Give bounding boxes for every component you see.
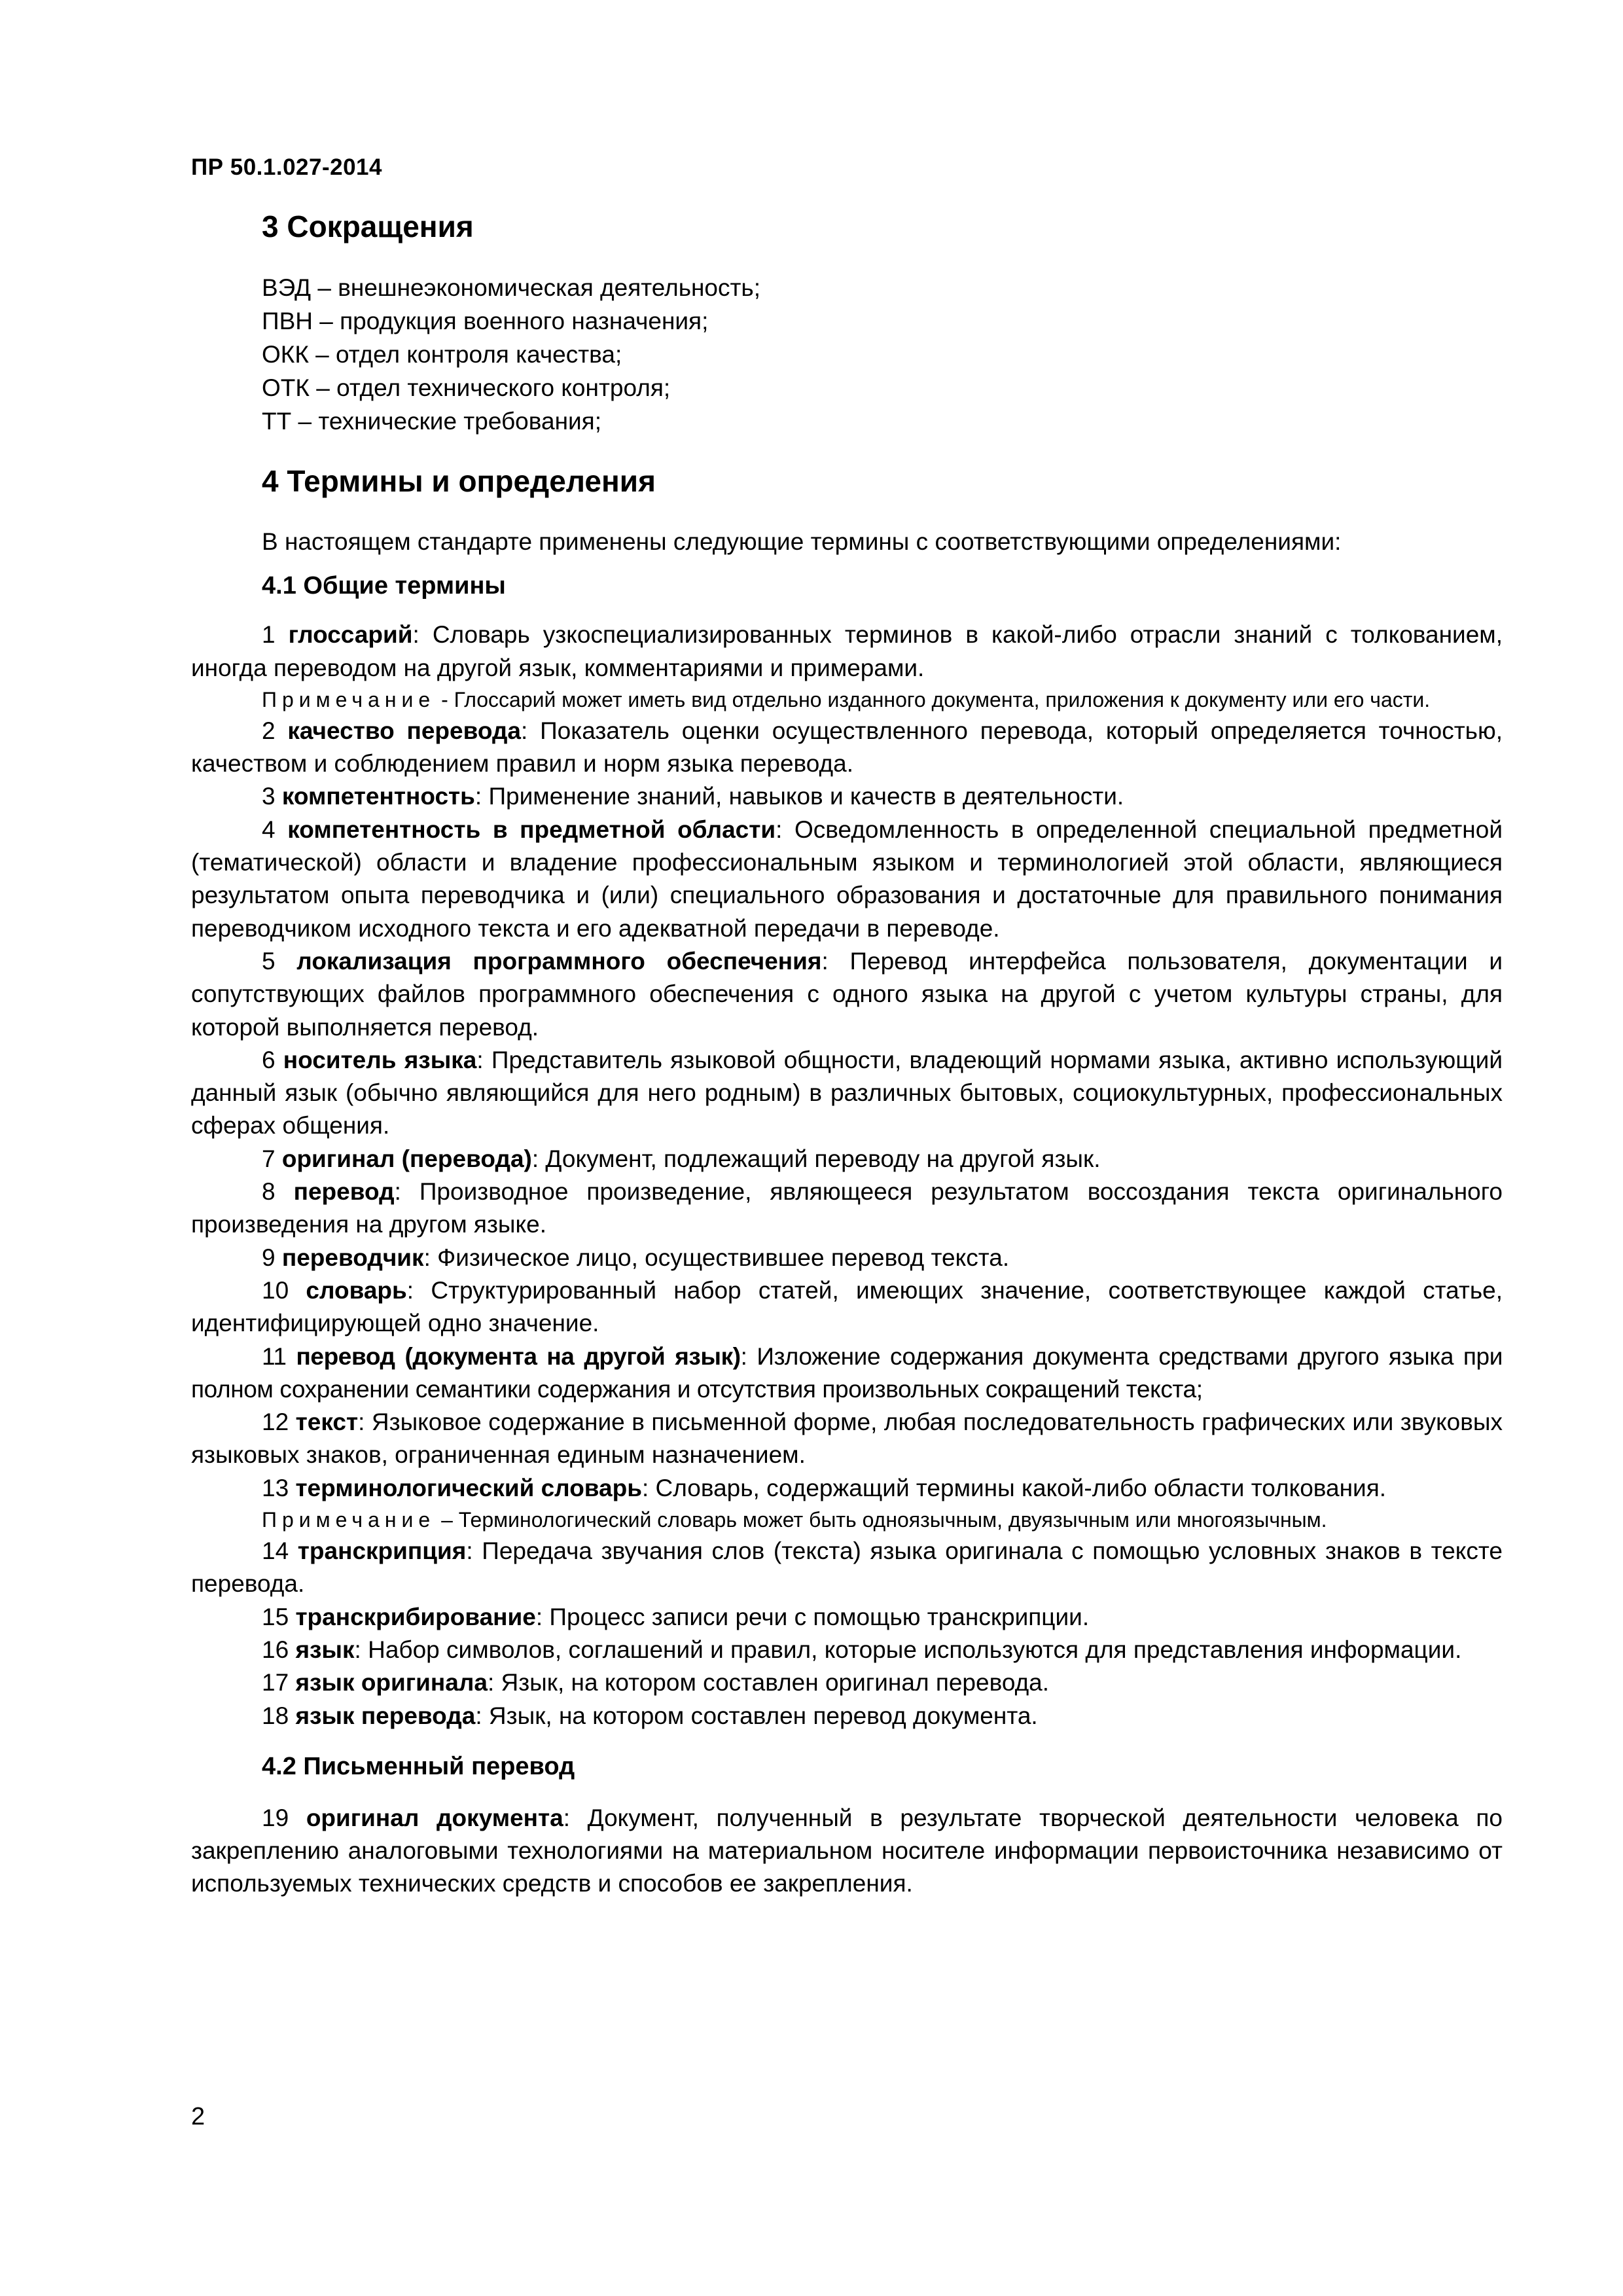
term-definition: : Осведомленность в определенной специальной предметной (тематической) области и владение профессиональным языком и терминологией этой области, являющиеся результатом опыта переводчика и (или) специального образования и достаточные для правильного понимания переводчиком исходного текста и его адекватной передачи в переводе. [191,816,1503,942]
term-number: 10 [262,1276,289,1304]
subsection-4-2-title: 4.2 Письменный перевод [262,1752,575,1780]
term-entry [191,1535,1503,1601]
general-terms-list [191,619,1503,1732]
term-entry [191,945,1503,1044]
term-name: текст [295,1408,359,1436]
term-number: 2 [262,717,276,744]
term-definition: : Передача звучания слов (текста) языка оригинала с помощью условных знаков в тексте перевода. [191,1537,1503,1598]
term-entry [191,1601,1503,1634]
term-entry [191,1666,1503,1699]
term-name: язык [295,1636,355,1663]
term-entry [191,1634,1503,1666]
page-number: 2 [191,2103,205,2130]
term-definition: : Представитель языковой общности, владеющий нормами языка, активно использующий данный язык (обычно являющийся для него родным) в различных бытовых, социокультурных, профессиональных сферах общения. [191,1046,1503,1139]
term-entry [191,1044,1503,1143]
page-content [191,208,1503,1901]
term-definition: : Производное произведение, являющееся результатом воссоздания текста оригинального произведения на другом языке. [191,1178,1503,1238]
abbreviation-item: ПВН – продукция военного назначения; [262,308,709,334]
term-definition: : Язык, на котором составлен перевод документа. [475,1702,1038,1729]
term-entry [191,814,1503,945]
term-number: 7 [262,1145,276,1172]
term-number: 12 [262,1408,289,1436]
note [191,685,1503,715]
term-definition: : Перевод интерфейса пользователя, документации и сопутствующих файлов программного обеспечения с одного языка на другой с учетом культуры страны, для которой выполняется перевод. [191,947,1503,1041]
note-text: – Терминологический словарь может быть одноязычным, двуязычным или многоязычным. [435,1508,1327,1532]
term-number: 6 [262,1046,276,1073]
term-number: 4 [262,816,276,843]
note-label: Примечание [262,687,436,711]
term-name: язык оригинала [295,1669,488,1696]
term-definition: : Структурированный набор статей, имеющих значение, соответствующее каждой статье, идентифицирующей одно значение. [191,1276,1503,1337]
document-code: ПР 50.1.027-2014 [191,154,382,180]
term-number: 8 [262,1178,276,1206]
term-number: 14 [262,1537,289,1565]
term-name: транскрибирование [295,1603,536,1630]
term-name: оригинал (перевода) [281,1145,532,1172]
abbreviations-list [191,271,1503,438]
term-name: перевод [293,1178,395,1206]
term-number: 15 [262,1603,289,1630]
term-name: качество перевода [287,717,522,744]
term-number: 17 [262,1669,289,1696]
term-number: 11 [262,1342,287,1370]
note [191,1505,1503,1535]
term-definition: : Язык, на котором составлен оригинал перевода. [487,1669,1050,1696]
term-number: 5 [262,947,276,975]
term-entry [191,1340,1503,1407]
term-entry [191,1802,1503,1901]
term-entry [191,715,1503,781]
term-definition: : Набор символов, соглашений и правил, которые используются для представления информации. [354,1636,1462,1663]
term-name: глоссарий [288,621,413,649]
term-name: компетентность в предметной области [287,816,776,843]
section-3-title: 3 Сокращения [262,209,474,243]
term-number: 19 [262,1804,289,1831]
abbreviation-item: ОТК – отдел технического контроля; [262,374,671,401]
term-number: 1 [262,621,276,649]
term-name: компетентность [281,783,475,810]
term-definition: : Документ, подлежащий переводу на другой язык. [531,1145,1101,1172]
term-entry [191,1274,1503,1340]
note-text: - Глоссарий может иметь вид отдельно изданного документа, приложения к документу или его части. [435,687,1431,711]
subsection-4-1-title: 4.1 Общие термины [262,572,506,600]
abbreviation-item: ТТ – технические требования; [262,408,601,435]
section-4-intro: В настоящем стандарте применены следующие термины с соответствующими определениями: [262,528,1342,555]
term-number: 16 [262,1636,289,1663]
term-definition: : Языковое содержание в письменной форме, любая последовательность графических или звуковых языковых знаков, ограниченная единым назначением. [191,1408,1503,1469]
term-name: язык перевода [295,1702,476,1729]
term-entry [191,1406,1503,1472]
term-name: словарь [306,1276,407,1304]
term-name: локализация программного обеспечения [296,947,822,975]
term-definition: : Изложение содержания документа средствами другого языка при полном сохранении семантики содержания и отсутствия произвольных сокращений текста; [191,1342,1503,1403]
term-definition: : Применение знаний, навыков и качеств в деятельности. [474,783,1124,810]
term-name: терминологический словарь [295,1474,642,1501]
term-definition: : Процесс записи речи с помощью транскрипции. [535,1603,1090,1630]
term-definition: : Документ, полученный в результате творческой деятельности человека по закреплению аналоговыми технологиями на материальном носителе информации первоисточника независимо от используемых технических средств и способов ее закрепления. [191,1804,1503,1897]
term-definition: : Словарь, содержащий термины какой-либо области толкования. [641,1474,1387,1501]
term-entry [191,1143,1503,1175]
section-4-title: 4 Термины и определения [262,464,656,498]
term-definition: : Показатель оценки осуществленного перевода, который определяется точностью, качеством и соблюдением правил и норм языка перевода. [191,717,1503,778]
term-number: 9 [262,1244,276,1271]
term-entry [191,1472,1503,1505]
term-name: оригинал документа [306,1804,563,1831]
abbreviation-item: ВЭД – внешнеэкономическая деятельность; [262,274,760,301]
term-number: 13 [262,1474,289,1501]
note-label: Примечание [262,1508,436,1532]
term-name: транскрипция [297,1537,467,1565]
term-name: переводчик [281,1244,424,1271]
written-translation-terms-list [191,1802,1503,1901]
abbreviation-item: ОКК – отдел контроля качества; [262,341,622,368]
term-definition: : Словарь узкоспециализированных терминов в какой-либо отрасли знаний с толкованием, иногда переводом на другой язык, комментариями и примерами. [191,621,1503,681]
term-name: носитель языка [283,1046,477,1073]
term-number: 18 [262,1702,289,1729]
term-name: перевод (документа на другой язык) [296,1342,741,1370]
term-entry [191,1700,1503,1732]
term-definition: : Физическое лицо, осуществившее перевод текста. [423,1244,1010,1271]
term-entry [191,619,1503,685]
term-entry [191,780,1503,813]
term-entry [191,1175,1503,1242]
term-entry [191,1242,1503,1274]
term-number: 3 [262,783,276,810]
